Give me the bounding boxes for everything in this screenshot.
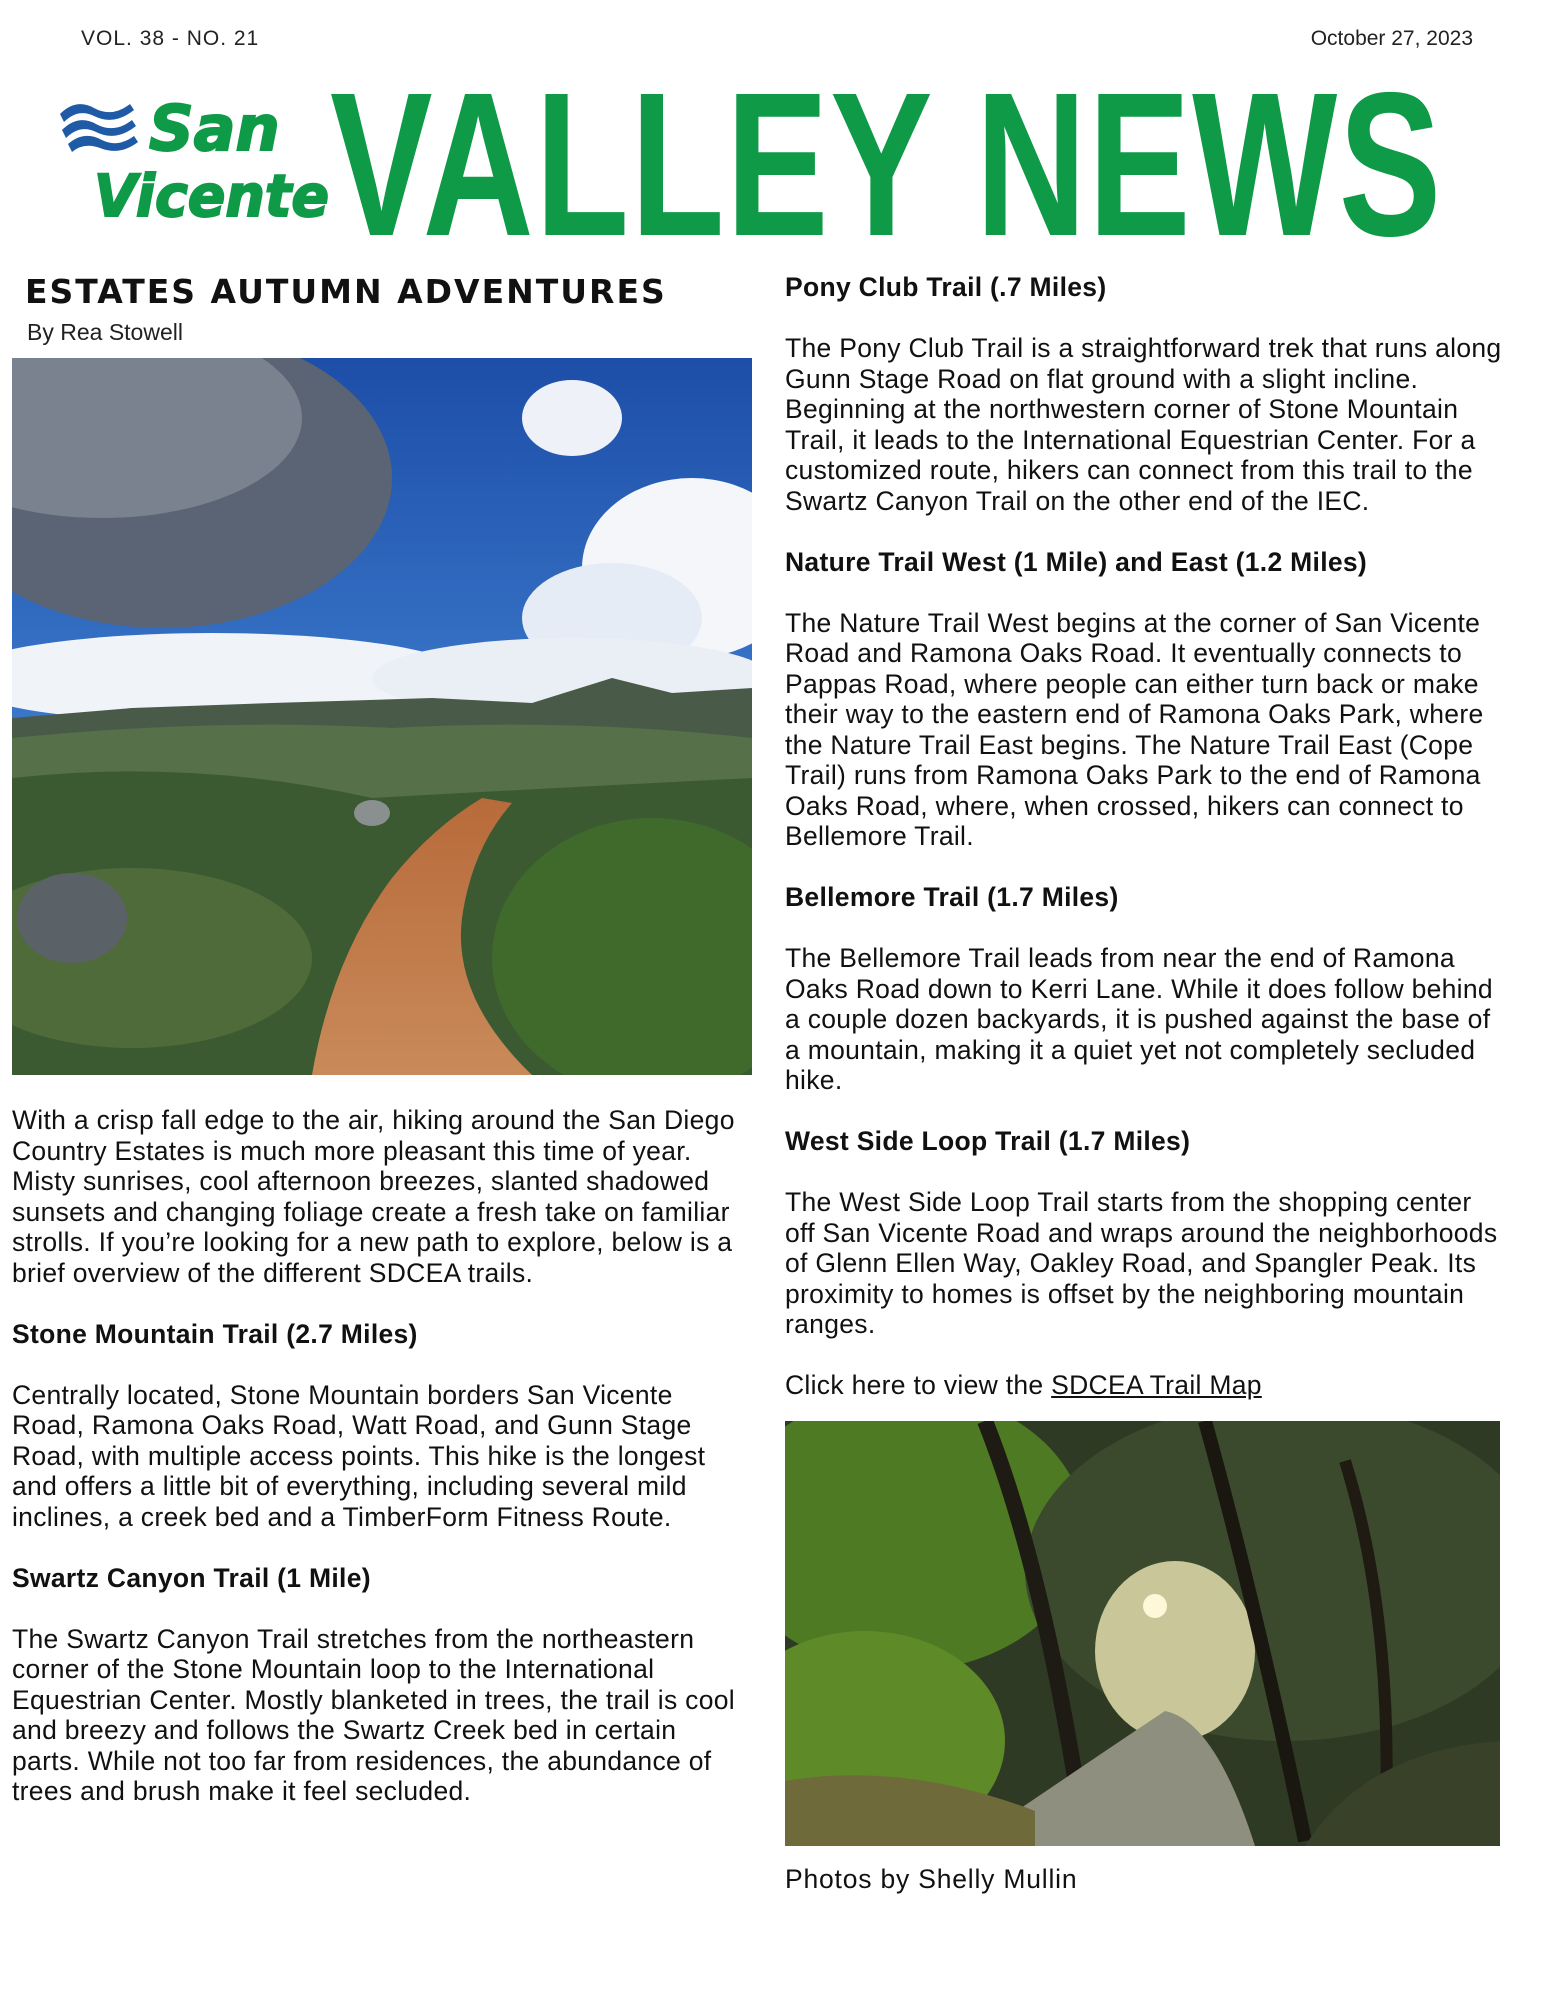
trail-heading-pony-club: Pony Club Trail (.7 Miles) bbox=[785, 272, 1107, 302]
shaded-trail-photo bbox=[785, 1421, 1500, 1846]
trail-heading-bellemore: Bellemore Trail (1.7 Miles) bbox=[785, 882, 1119, 912]
trail-map-line bbox=[785, 1370, 1505, 1401]
article-title: ESTATES AUTUMN ADVENTURES bbox=[25, 272, 667, 311]
trail-text-swartz-canyon: The Swartz Canyon Trail stretches from the northeastern corner of the Stone Mountain loop to the International Equestrian Center. Mostly blanketed in trees, the trail is cool and breezy and follows the Swartz Creek bed in certain parts. While not too far from residences, the abundance of trees and brush make it feel secluded. bbox=[12, 1623, 735, 1806]
intro-paragraph: With a crisp fall edge to the air, hiking around the San Diego Country Estates is much more pleasant this time of year. Misty sunrises, cool afternoon breezes, slanted shadowed sunsets and changing foliage create a fresh take on familiar strolls. If you’re looking for a new path to explore, below is a brief overview of the different SDCEA trails. bbox=[12, 1105, 735, 1288]
trail-map-prefix: Click here to view the bbox=[785, 1370, 1052, 1400]
trail-text-west-side-loop: The West Side Loop Trail starts from the shopping center off San Vicente Road and wraps around the neighborhoods of Glenn Ellen Way, Oakley Road, and Spangler Peak. Its proximity to homes is offset by the neighboring mountain ranges. bbox=[785, 1187, 1498, 1339]
masthead-title: VALLEY NEWS bbox=[330, 50, 1443, 279]
left-column bbox=[12, 272, 752, 1807]
trail-map-link[interactable]: SDCEA Trail Map bbox=[1051, 1370, 1262, 1400]
trail-text-nature-trail: The Nature Trail West begins at the corner of San Vicente Road and Ramona Oaks Road. It eventually connects to Pappas Road, where people can either turn back or make their way to the eastern end of Ramona Oaks Park, where the Nature Trail East begins. The Nature Trail East (Cope Trail) runs from Ramona Oaks Park to the end of Ramona Oaks Road, where, when crossed, hikers can connect to Bellemore Trail. bbox=[785, 607, 1484, 851]
trail-heading-stone-mountain: Stone Mountain Trail (2.7 Miles) bbox=[12, 1318, 418, 1349]
logo-word-vicente: Vicente bbox=[94, 162, 329, 230]
trail-text-pony-club: The Pony Club Trail is a straightforward trek that runs along Gunn Stage Road on flat ground with a slight incline. Beginning at the northwestern corner of Stone Mountain Trail, it leads to the International Equestrian Center. For a customized route, hikers can connect from this trail to the Swartz Canyon Trail on the other end of the IEC. bbox=[785, 333, 1502, 516]
right-column bbox=[785, 272, 1505, 1895]
logo-word-san: San bbox=[149, 92, 280, 165]
trail-heading-west-side-loop: West Side Loop Trail (1.7 Miles) bbox=[785, 1126, 1191, 1156]
photo-credit: Photos by Shelly Mullin bbox=[785, 1863, 1078, 1894]
volume-number: VOL. 38 - NO. 21 bbox=[81, 27, 260, 50]
trail-heading-swartz-canyon: Swartz Canyon Trail (1 Mile) bbox=[12, 1562, 371, 1593]
issue-date: October 27, 2023 bbox=[1310, 27, 1473, 50]
trail-landscape-photo bbox=[12, 358, 752, 1075]
byline: By Rea Stowell bbox=[27, 319, 183, 345]
trail-heading-nature-trail: Nature Trail West (1 Mile) and East (1.2 Miles) bbox=[785, 546, 1368, 577]
wave-icon bbox=[60, 104, 138, 152]
trail-text-bellemore: The Bellemore Trail leads from near the end of Ramona Oaks Road down to Kerri Lane. While it does follow behind a couple dozen backyards, it is pushed against the base of a mountain, making it a quiet yet not completely secluded hike. bbox=[785, 943, 1493, 1095]
san-vicente-logo bbox=[54, 92, 334, 232]
trail-text-stone-mountain: Centrally located, Stone Mountain borders San Vicente Road, Ramona Oaks Road, Watt Road, and Gunn Stage Road, with multiple access points. This hike is the longest and offers a little bit of everything, including several mild inclines, a creek bed and a TimberForm Fitness Route. bbox=[12, 1379, 706, 1532]
